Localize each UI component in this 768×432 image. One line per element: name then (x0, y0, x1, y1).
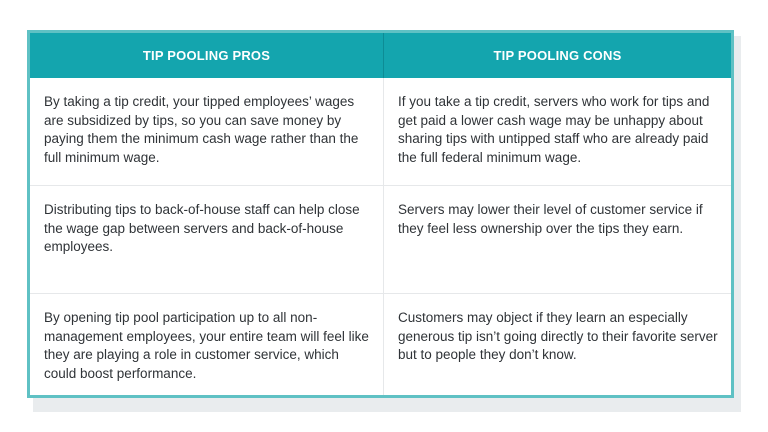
pros-header: TIP POOLING PROS (30, 33, 384, 78)
con-cell-3: Customers may object if they learn an especially generous tip isn’t going directly to their favorite server but to people they don’t know. (398, 310, 718, 362)
pro-cell-2: Distributing tips to back-of-house staff can help close the wage gap between servers and back-of-house employees. (30, 186, 384, 294)
con-cell-2: Servers may lower their level of customer service if they feel less ownership over the tips they earn. (384, 186, 731, 294)
pro-cell-3: By opening tip pool participation up to all non-management employees, your entire team will feel like they are playing a role in customer service, which could boost performance. (30, 294, 384, 395)
cons-header: TIP POOLING CONS (384, 33, 731, 78)
pro-cell-1: By taking a tip credit, your tipped employees’ wages are subsidized by tips, so you can save money by paying them the minimum cash wage rather than the full minimum wage. (30, 78, 384, 186)
con-cell-1: If you take a tip credit, servers who work for tips and get paid a lower cash wage may be unhappy about sharing tips with untipped staff who are already paid the full federal minimum wage. (384, 78, 731, 186)
pros-cons-table (27, 30, 734, 398)
